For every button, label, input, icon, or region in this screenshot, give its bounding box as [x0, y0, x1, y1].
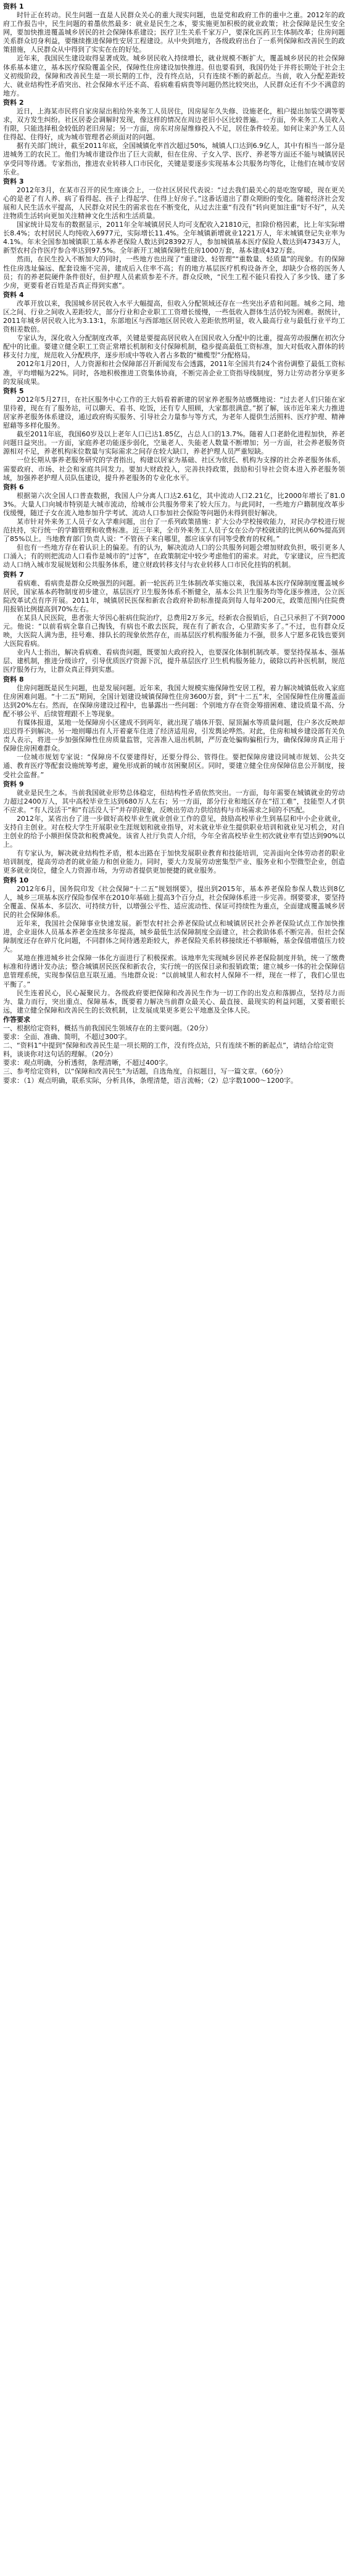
section-heading: 资料 10: [3, 876, 29, 884]
body-paragraph: 改革开放以来，我国城乡居民收入水平大幅提高，但收入分配领域还存在一些突出矛盾和问题。城乡之间、地区之间、行业之间收入差距较大，部分行业和企业职工工资增长缓慢，一些低收入群体生活仍较为困难。据统计，2011年城乡居民收入比为3.13∶1，东部地区与西部地区居民收入差距依然明显，收入最高行业与最低行业平均工资相差数倍。: [3, 299, 345, 334]
body-paragraph: 看病难、看病贵是群众反映强烈的问题。新一轮医药卫生体制改革实施以来，我国基本医疗保障制度覆盖城乡居民，国家基本药物制度初步建立，基层医疗卫生服务体系不断健全，基本公共卫生服务均等化逐步推进，公立医院改革试点有序开展。2011年，城镇居民医保和新农合政府补助标准提高到每人每年200元，政策范围内住院费用报销比例提高到70%左右。: [3, 579, 345, 613]
section-heading: 资料 8: [3, 675, 24, 683]
body-paragraph: 在某县人民医院，患者张大爷因心脏病住院治疗，总费用2万多元，经新农合报销后，自己只承担了不到7000元。他说：“以前看病全靠自己掏钱，有病也不敢去医院，现在有了新农合，心里踏实多了。”不过，也有群众反映，大医院人满为患，挂号难、排队长的现象依然存在，而基层医疗机构服务能力不强，很多人宁愿多花钱也要到大医院看病。: [3, 613, 345, 648]
body-paragraph: 2012年1月20日，人力资源和社会保障部召开新闻发布会透露，2011年全国共有24个省份调整了最低工资标准，平均增幅为22%。同时，各地积极推进工资集体协商，不断完善企业工资指导线制度，努力让劳动者分享更多的发展成果。: [3, 360, 345, 386]
section-heading: 资料 6: [3, 483, 24, 491]
requirement-line: 二、“资料1”中提到“保障和改善民生是一项长期的工作，没有终点站，只有连续不断的新起点”，请结合给定资料，谈谈你对这句话的理解。（20分）: [3, 1041, 334, 1059]
body-paragraph: 某市针对外来务工人员子女入学难问题，出台了一系列政策措施：扩大公办学校接收能力，对民办学校进行规范扶持，实行统一的学籍管理和收费标准。近三年来，全市外来务工人员子女在公办学校就读的比例从60%提高到了85%以上。当地教育部门负责人说：“不管孩子来自哪里，都应该享有同等受教育的权利。”: [3, 517, 345, 544]
requirement-line: 要求：（1）观点明确，联系实际，分析具体，条理清楚，语言流畅；（2）总字数1000～1200字。: [3, 1076, 297, 1085]
body-paragraph: 2012年5月27日，在社区服务中心工作的王大妈看着新建的居家养老服务站感慨地说：“过去老人们只能在家里待着，现在有了服务站，可以聊天、看书、吃饭，还有专人照顾，大家都很满意。”据了解，该市近年来大力推进居家养老服务体系建设，通过政府购买服务、引导社会力量参与等方式，为老年人提供生活照料、医疗护理、精神慰藉等多样化服务。: [3, 395, 345, 430]
section-heading: 资料 1: [3, 2, 24, 10]
body-paragraph: 据有关部门统计，截至2011年底，全国城镇化率首次超过50%，城镇人口达到6.9亿人，其中有相当一部分是进城务工的农民工。他们为城市建设作出了巨大贡献，但在住房、子女入学、医疗、养老等方面还不能与城镇居民享受同等待遇。专家指出，推进农业转移人口市民化，关键是要逐步实现基本公共服务均等化，让他们在城市安居乐业。: [3, 142, 345, 176]
section-heading: 资料 7: [3, 570, 24, 579]
body-paragraph: 近日，上海某市民将自家房屋出租给外来务工人员居住，因房屋年久失修、设施老化，租户提出加装空调等要求，双方发生纠纷。社区居委会调解时发现，像这样的情况在周边老旧小区比较普遍。一方面，外来务工人员收入有限，只能选择租金较低的老旧房屋；另一方面，房东对房屋维修投入不足，居住条件较差。如何让来沪务工人员住得起、住得好，成为城市管理者必须面对的问题。: [3, 107, 345, 142]
body-paragraph: 国家统计局发布的数据显示，2011年全年城镇居民人均可支配收入21810元，扣除价格因素，比上年实际增长8.4%；农村居民人均纯收入6977元，实际增长11.4%。全年城镇新增就业1221万人，年末城镇登记失业率为4.1%。年末全国参加城镇职工基本养老保险人数达到28392万人，参加城镇基本医疗保险人数达到47343万人，新型农村合作医疗参合率达到97.5%。全年新开工城镇保障性住房1000万套，基本建成432万套。: [3, 221, 345, 255]
requirement-line: 三、参考给定资料，以“保障和改善民生”为话题，自选角度，自拟题目，写一篇文章。（60分）: [3, 1067, 287, 1076]
body-paragraph: 一位长期从事养老服务研究的学者指出，构建以居家为基础、社区为依托、机构为支撑的社会养老服务体系，需要政府、市场、社会和家庭共同发力。要加大财政投入，完善扶持政策，鼓励和引导社会资本进入养老服务领域，加强养老护理人员队伍建设，提升养老服务的专业化水平。: [3, 456, 345, 482]
requirement-line: 要求：全面、准确、简明，不超过300字。: [3, 1033, 131, 1041]
section-heading: 资料 5: [3, 386, 24, 395]
section-heading: 资料 3: [3, 177, 24, 185]
body-paragraph: 近年来，我国社会保障事业快速发展。新型农村社会养老保险试点和城镇居民社会养老保险试点工作加快推进，企业退休人员基本养老金连续多年提高，城乡最低生活保障制度全面建立，社会救助体系不断完善。但社会保障制度还存在碎片化问题，不同群体之间待遇差距较大，养老保险关系转移接续还不够顺畅，基金保值增值压力较大。: [3, 919, 345, 954]
section-heading: 资料 9: [3, 780, 24, 788]
body-paragraph: 根据第六次全国人口普查数据，我国人户分离人口达2.61亿，其中流动人口2.21亿，比2000年增长了81.03%。大量人口向城市特别是大城市流动，给城市公共服务带来了较大压力。与此同时，一些地方户籍制度改革步伐缓慢，随迁子女在流入地参加升学考试、流动人口参加社会保险等问题仍未得到很好解决。: [3, 491, 345, 517]
requirement-line: 要求：观点明确，分析透彻，条理清晰，不超过400字。: [3, 1059, 172, 1067]
body-paragraph: 业内人士指出，解决看病难、看病贵问题，既要加大政府投入，也要深化体制机制改革。要坚持保基本、强基层、建机制，推进分级诊疗，引导优质医疗资源下沉，提升基层医疗卫生机构服务能力，破除以药补医机制，规范医疗服务行为，让群众真正得到实惠。: [3, 648, 345, 674]
section-heading: 资料 2: [3, 98, 24, 107]
body-paragraph: 2012年6月，国务院印发《社会保障“十二五”规划纲要》，提出到2015年，基本养老保险参保人数达到8亿人，城乡三项基本医疗保险参保率在2010年基础上提高3个百分点，社会保障体系进一步完善。纲要要求，要坚持全覆盖、保基本、多层次、可持续方针，以增强公平性、适应流动性、保证可持续性为重点，全面建成覆盖城乡居民的社会保障体系。: [3, 884, 345, 919]
body-paragraph: 一位城市规划专家说：“保障房不仅要建得好，还要分得公、管得住。要把保障房建设同城市规划、公共交通、教育医疗等配套设施统筹考虑，避免形成新的城市贫困聚居区。同时，要建立健全住房保障信息公开制度，接受社会监督。”: [3, 753, 345, 779]
body-paragraph: 2012年3月，在某市召开的民生座谈会上，一位社区居民代表说：“过去我们最关心的是吃饱穿暖，现在更关心的是老了有人养、病了看得起、孩子上得起学、住得上好房子。”这番话道出了群众期盼的变化。随着经济社会发展和人民生活水平提高，人民群众对民生的需求也在不断变化，从过去注重“有没有”转向更加注重“好不好”，从关注物质生活转向更加关注精神文化生活和生活质量。: [3, 185, 345, 220]
requirement-line: 一、根据给定资料，概括当前我国民生领域存在的主要问题。（20分）: [3, 1024, 212, 1032]
body-paragraph: 有媒体报道，某地一处保障房小区建成不到两年，就出现了墙体开裂、屋顶漏水等质量问题，住户多次反映却迟迟得不到解决。另一地则曝出有人开着豪车住进了经济适用房，引发舆论哗然。对此，住房和城乡建设部有关负责人表示，将进一步加强保障性住房质量监管，完善准入退出机制，严厉查处骗购骗租行为，确保保障房真正用于保障住房困难群众。: [3, 718, 345, 753]
body-paragraph: 截至2011年底，我国60岁及以上老年人口已达1.85亿，占总人口的13.7%。随着人口老龄化进程加快，养老问题日益突出。一方面，家庭养老功能逐步弱化，空巢老人、失能老人数量不断增加；另一方面，社会养老服务资源相对不足，养老机构床位数量与实际需求之间存在较大缺口，养老护理人员严重短缺。: [3, 430, 345, 456]
body-paragraph: 但也有一些地方存在着认识上的偏差。有的认为，解决流动人口的公共服务问题会增加财政负担，吸引更多人口涌入；有的则把流动人口看作是城市的“过客”，在政策制定中较少考虑他们的需求。对此，专家建议，应当把流动人口纳入城市发展规划和公共服务体系，建立财政转移支付与农业转移人口市民化挂钩的机制。: [3, 544, 345, 569]
body-paragraph: 近年来，我国民生建设取得显著成效。城乡居民收入持续增长，就业规模不断扩大，覆盖城乡居民的社会保障体系基本建立，基本医疗保险覆盖全民，保障性住房建设加快推进。但也要看到，我国仍处于并将长期处于社会主义初级阶段，保障和改善民生是一项长期的工作，没有终点站，只有连续不断的新起点。当前，收入分配差距较大、就业结构性矛盾突出、社会保障水平还不高、看病难看病贵等问题仍然比较突出，人民群众还有不少不满意的地方。: [3, 54, 345, 97]
body-paragraph: 专家认为，深化收入分配制度改革，关键是要提高居民收入在国民收入分配中的比重，提高劳动报酬在初次分配中的比重。要建立健全职工工资正常增长机制和支付保障机制，稳步提高最低工资标准，加大对低收入群体的转移支付力度，规范收入分配秩序，逐步形成中等收入者占多数的“橄榄型”分配格局。: [3, 334, 345, 360]
body-paragraph: 某地在推进城乡社会保障一体化方面进行了积极探索。该地率先实现城乡居民养老保险制度并轨，统一了缴费标准和待遇计发办法；整合城镇居民医保和新农合，实行统一的医保目录和报销政策；建立城乡一体的社会保障信息管理系统，实现参保信息互联互通。当地群众说：“以前城里人和农村人保障不一样，现在一样了，我们心里也平衡了。”: [3, 954, 345, 988]
section-heading: 作答要求: [3, 1015, 30, 1024]
body-paragraph: 2012年，某省出台了进一步做好高校毕业生就业创业工作的意见，鼓励高校毕业生到基层和中小企业就业，支持自主创业。对在校大学生开展职业生涯规划和就业指导，对未就业毕业生提供职业培训和就业见习机会，对自主创业的给予小额担保贷款和税费减免。该省人社厅负责人介绍，今年全省高校毕业生初次就业率有望达到90%以上。: [3, 814, 345, 849]
body-paragraph: 时针正在转动。民生问题一直是人民群众关心的重大现实问题，也是党和政府工作的重中之重。2012年的政府工作报告中，民生问题的着墨依然最多：就业是民生之本，要实施更加积极的就业政策；社会保障是民生安全网，要加快推进覆盖城乡居民的社会保障体系建设；医疗卫生关系千家万户，要深化医药卫生体制改革；住房问题关系群众切身利益，要继续推进保障性安居工程建设。从中央到地方，各级政府出台了一系列保障和改善民生的政策措施，人民群众从中得到了实实在在的好处。: [3, 11, 345, 54]
body-paragraph: 然而，在民生投入不断加大的同时，一些地方也出现了“重建设、轻管理”“重数量、轻质量”的现象。有的保障性住房选址偏远、配套设施不完善，建成后入住率不高；有的地方基层医疗机构设备齐全，却缺少合格的医务人员；有的养老院硬件条件很好，但护理人员素质参差不齐。群众反映，“民生工程不能只看投入了多少钱、建了多少房，更要看老百姓是否真正得到实惠”。: [3, 255, 345, 290]
body-paragraph: 民生连着民心，民心凝聚民力。各级政府要把保障和改善民生作为一切工作的出发点和落脚点，坚持尽力而为、量力而行，突出重点、保障基本，既要着力解决当前群众最关心、最直接、最现实的利益问题，又要着眼长远，建立健全保障和改善民生的长效机制，让发展成果更多更公平地惠及全体人民。: [3, 988, 345, 1014]
body-paragraph: 住房问题既是民生问题，也是发展问题。近年来，我国大规模实施保障性安居工程，着力解决城镇低收入家庭住房困难问题。“十二五”期间，全国计划建设城镇保障性住房3600万套，到“十二五”末，全国保障性住房覆盖面达到20%左右。然而，在保障房建设过程中，也暴露出一些问题：个别地方存在资金筹措困难、建设质量不高、分配不够公平、后续管理跟不上等现象。: [3, 683, 345, 718]
section-heading: 资料 4: [3, 290, 24, 299]
body-paragraph: 有专家认为，解决就业结构性矛盾，根本出路在于加快发展职业教育和技能培训，完善面向全体劳动者的职业培训制度，提高劳动者的就业能力和创业能力。同时，要大力发展劳动密集型产业、服务业和小型微型企业，创造更多就业岗位，健全人力资源市场，为劳动者提供更加便捷的就业服务。: [3, 849, 345, 875]
body-paragraph: 就业是民生之本。当前我国就业形势总体稳定，但结构性矛盾依然突出。一方面，每年需要在城镇就业的劳动力超过2400万人，其中高校毕业生达到680万人左右；另一方面，部分行业和地区存在“招工难”，技能型人才供不应求。“有人没活干”和“有活没人干”并存的现象，反映出劳动力供给结构与市场需求之间的不匹配。: [3, 788, 345, 814]
